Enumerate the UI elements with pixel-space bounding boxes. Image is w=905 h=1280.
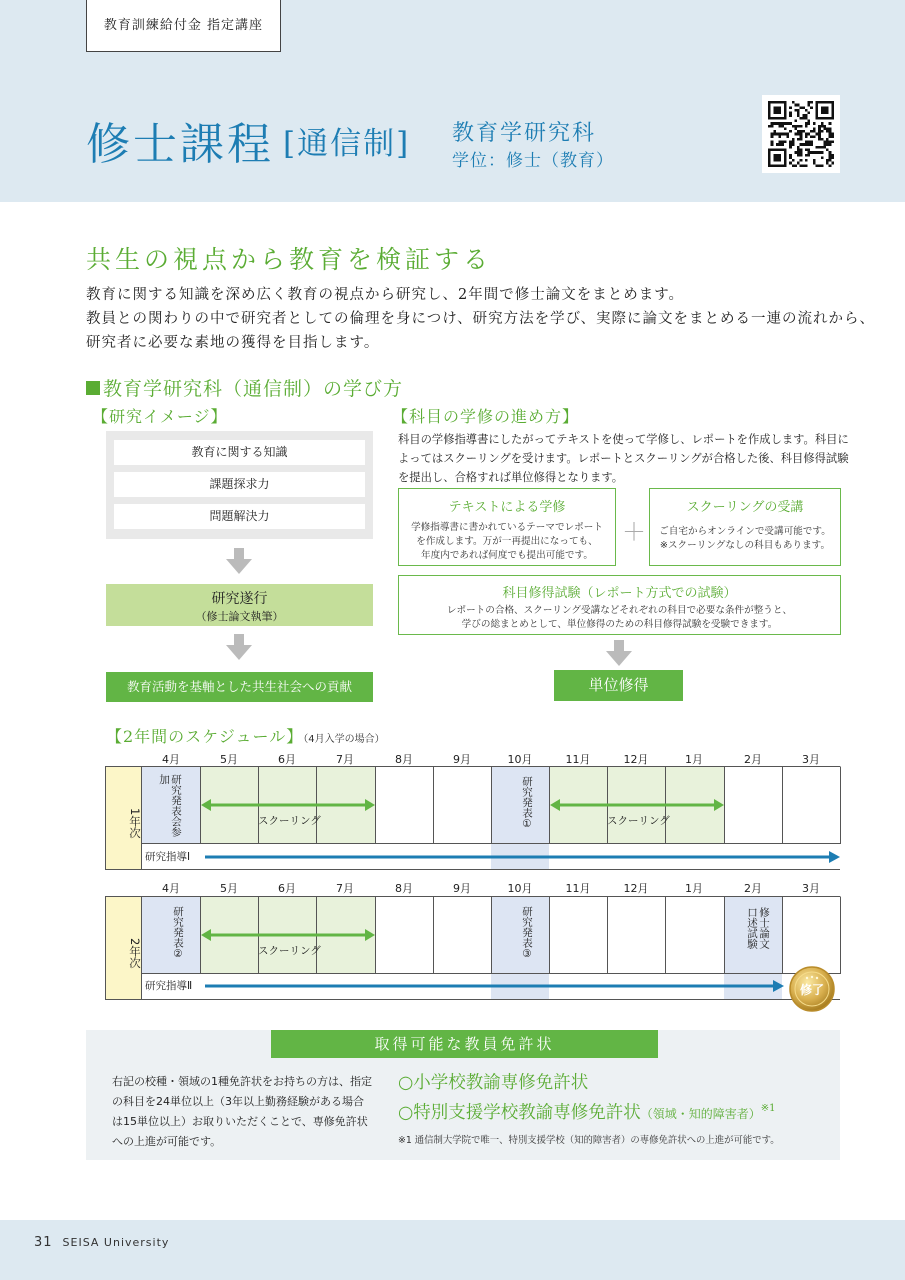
intro-text: [86, 283, 876, 355]
month-label: 7月: [336, 753, 354, 766]
month-label: 9月: [453, 882, 471, 895]
license-title: 取得可能な教員免許状: [271, 1030, 658, 1058]
month-label: 3月: [802, 753, 820, 766]
year2-schedule-grid: [105, 896, 841, 1002]
year2-guidance-label: 研究指導Ⅱ: [145, 980, 193, 992]
schedule-heading-text: 【2年間のスケジュール】: [106, 727, 304, 746]
footer-background: [0, 1220, 905, 1280]
completion-badge: [788, 965, 836, 1013]
month-label: 5月: [220, 882, 238, 895]
year1-guidance-label: 研究指導Ⅰ: [145, 851, 191, 863]
license-item-name: ○特別支援学校教諭専修免許状: [398, 1103, 641, 1123]
month-label: 6月: [278, 882, 296, 895]
year1-schooling-label: スクーリング: [607, 815, 670, 827]
research-skills-box: [106, 431, 373, 539]
exam-body: [399, 604, 840, 632]
department-name: 教育学研究科: [452, 121, 597, 146]
description-line: の科目を24単位以上（3年以上勤務経験がある場合: [112, 1095, 364, 1108]
body-line: ご自宅からオンラインで受講可能です。: [659, 526, 831, 537]
body-line: 学びの総まとめとして、単位修得のための科目修得試験を受験できます。: [461, 619, 778, 630]
body-line: 学修指導書に書かれているテーマでレポート: [411, 522, 603, 533]
month-label: 12月: [623, 882, 649, 895]
month-label: 4月: [162, 882, 180, 895]
page-title-sub: [通信制]: [283, 126, 411, 162]
research-result-box: 教育活動を基軸とした共生社会への貢献: [106, 672, 373, 702]
license-description: [112, 1072, 384, 1152]
year2-label: 2年次: [128, 937, 142, 969]
credit-result-box: 単位修得: [554, 670, 683, 701]
month-label: 8月: [395, 753, 413, 766]
degree-label: 学位：修士（教育）: [452, 151, 614, 171]
intro-line: 研究者に必要な素地の獲得を目指します。: [86, 335, 380, 351]
year2-oct-event: 研究発表③: [521, 906, 533, 960]
month-label: 10月: [507, 753, 533, 766]
university-name: SEISA University: [62, 1236, 170, 1249]
month-label: 5月: [220, 753, 238, 766]
month-label: 10月: [507, 882, 533, 895]
month-label: 8月: [395, 882, 413, 895]
year2-schooling-label: スクーリング: [258, 945, 321, 957]
plus-icon: ＋: [622, 518, 646, 546]
year2-april-event: 研究発表②: [172, 906, 184, 960]
text-study-title: テキストによる学修: [448, 500, 566, 515]
month-label: 1月: [685, 753, 703, 766]
skill-item: 教育に関する知識: [114, 440, 365, 465]
month-label: 12月: [623, 753, 649, 766]
research-image-heading: 【研究イメージ】: [92, 407, 228, 426]
body-line: レポートの合格、スクーリング受講などそれぞれの科目で必要な条件が整うと、: [446, 605, 793, 616]
description-line: への上進が可能です。: [112, 1135, 222, 1148]
month-label: 11月: [565, 753, 591, 766]
month-label: 2月: [744, 753, 762, 766]
section-title-text: 教育学研究科（通信制）の学び方: [103, 378, 404, 400]
skill-item: 課題探求力: [114, 472, 365, 497]
year1-oct-event: 研究発表①: [521, 776, 533, 830]
headline: 共生の視点から教育を検証する: [86, 245, 493, 274]
footer: [34, 1235, 169, 1250]
year1-april-event: 研究発表会参加: [158, 774, 182, 837]
description-line: は15単位以上）お取りいただくことで、専修免許状: [112, 1115, 368, 1128]
skill-item: 問題解決力: [114, 504, 365, 529]
license-item-area: （領域・知的障害者）: [640, 1107, 761, 1121]
schooling-title: スクーリングの受講: [686, 500, 804, 515]
down-arrow-icon: [226, 548, 252, 574]
month-label: 7月: [336, 882, 354, 895]
schooling-box: [649, 488, 841, 566]
research-process-title: 研究遂行: [211, 591, 268, 607]
description-line: を提出し、合格すれば単位修得となります。: [398, 471, 624, 484]
square-bullet-icon: [86, 381, 100, 395]
intro-line: 教員との関わりの中で研究者としての倫理を身につけ、研究方法を学び、実際に論文をまとめる一連の流れから、: [86, 311, 876, 327]
description-line: 右記の校種・領域の1種免許状をお持ちの方は、指定: [112, 1075, 372, 1088]
research-process-sub: （修士論文執筆）: [195, 610, 284, 623]
exam-box: [398, 575, 841, 635]
down-arrow-icon: [606, 640, 632, 666]
description-line: よってはスクーリングを受けます。レポートとスクーリングが合格した後、科目修得試験: [398, 452, 849, 465]
body-line: ※スクーリングなしの科目もあります。: [659, 540, 831, 551]
course-steps-heading: 【科目の学修の進め方】: [392, 407, 580, 426]
license-item-elementary: ○小学校教諭専修免許状: [398, 1073, 589, 1093]
schooling-body: [650, 525, 840, 553]
schedule-note: （4月入学の場合）: [303, 734, 385, 745]
page-number: 31: [34, 1235, 53, 1250]
month-label: 2月: [744, 882, 762, 895]
license-footnote: ※1 通信制大学院で唯一、特別支援学校（知的障害者）の専修免許状への上進が可能です。: [398, 1135, 780, 1146]
section-title: [86, 374, 403, 401]
license-item-footnote-mark: ※1: [760, 1103, 776, 1115]
schedule-heading: [106, 724, 385, 747]
intro-line: 教育に関する知識を深め広く教育の視点から研究し、2年間で修士論文をまとめます。: [86, 287, 685, 303]
year2-feb-event: 修士論文口述試験: [746, 907, 770, 949]
year1-schedule-grid: [105, 766, 841, 872]
month-label: 9月: [453, 753, 471, 766]
text-study-box: [398, 488, 616, 566]
month-label: 3月: [802, 882, 820, 895]
exam-title: 科目修得試験（レポート方式での試験）: [502, 586, 737, 601]
month-label: 11月: [565, 882, 591, 895]
completion-label: 修了: [799, 983, 824, 997]
month-label: 6月: [278, 753, 296, 766]
page-title: 修士課程: [86, 119, 274, 170]
text-study-body: [399, 521, 615, 563]
research-process-box: [106, 584, 373, 626]
month-label: 4月: [162, 753, 180, 766]
body-line: を作成します。万が一再提出になっても、: [416, 536, 598, 547]
license-item-special-support: [398, 1099, 776, 1124]
year1-label: 1年次: [128, 807, 142, 839]
month-label: 1月: [685, 882, 703, 895]
year1-schooling-label: スクーリング: [258, 815, 321, 827]
qr-code-icon[interactable]: [762, 95, 840, 173]
down-arrow-icon: [226, 634, 252, 660]
course-steps-description: [398, 430, 849, 487]
body-line: 年度内であれば何度でも提出可能です。: [421, 550, 593, 561]
description-line: 科目の学修指導書にしたがってテキストを使って学修し、レポートを作成します。科目に: [398, 433, 849, 446]
benefit-tag: 教育訓練給付金 指定講座: [86, 0, 281, 52]
